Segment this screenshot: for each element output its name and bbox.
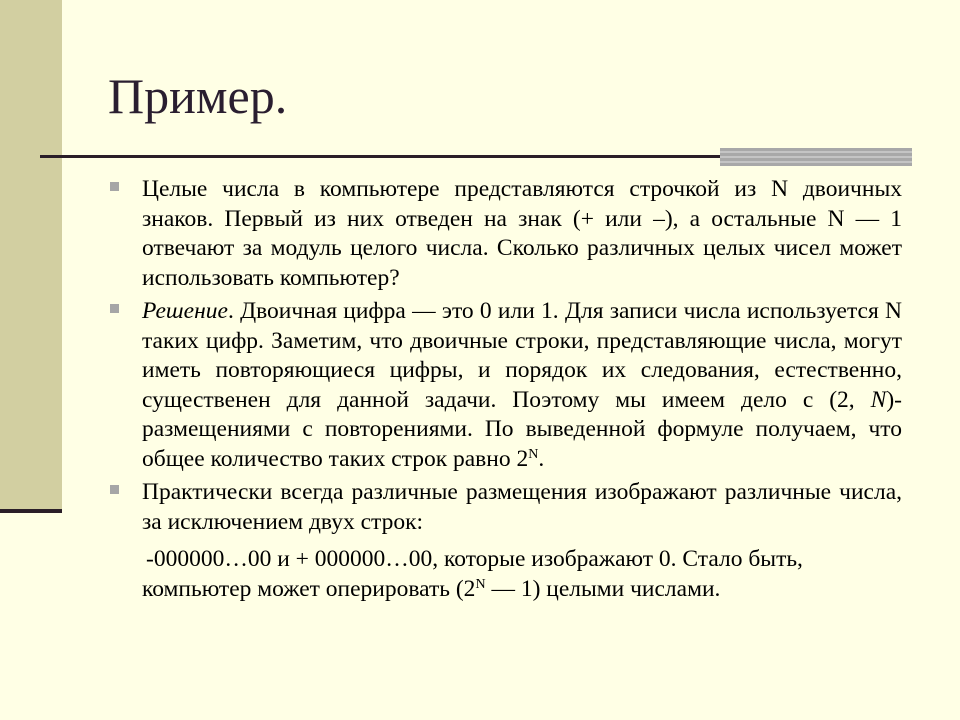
continuation-text: — 1) целыми числами. xyxy=(485,575,721,602)
italic-n: N xyxy=(870,386,887,413)
title-divider-accent xyxy=(720,148,912,166)
bullet-text: . Двоичная цифра — это 0 или 1. Для записи числа используется N таких цифр. Заметим, что двоичные строки, представляющие числа, могут иметь повторяющиеся цифры, и порядок их следования, естественно, существенен для данной задачи. Поэтому мы имеем дело с (2, xyxy=(142,298,902,413)
bullet-item-2 xyxy=(108,297,902,474)
superscript-n: N xyxy=(475,576,486,592)
side-band xyxy=(0,0,62,513)
slide-body xyxy=(108,175,902,604)
square-bullet-icon xyxy=(110,304,119,313)
bullet-item-1 xyxy=(108,175,902,293)
superscript-n: N xyxy=(528,446,539,462)
solution-label: Решение xyxy=(142,298,228,324)
square-bullet-icon xyxy=(110,182,119,191)
side-band-edge xyxy=(0,509,62,513)
bullet-text: Целые числа в компьютере представляются строчкой из N двоичных знаков. Первый из них отведен на знак (+ или –), а остальные N — 1 отвечают за модуль целого числа. Сколько различных целых чисел может использовать компьютер? xyxy=(142,176,902,291)
bullet-text: . xyxy=(538,445,545,472)
slide-title: Пример. xyxy=(108,68,288,124)
bullet-item-3 xyxy=(108,478,902,537)
bullet-text: )-размещениями с повторениями. По выведенной формуле получаем, что общее количество таких строк равно 2 xyxy=(142,386,902,472)
square-bullet-icon xyxy=(110,485,119,494)
continuation-paragraph xyxy=(108,545,902,604)
continuation-text: -000000…00 и + 000000…00, которые изображают 0. Стало быть, компьютер может оперировать (2 xyxy=(142,546,803,602)
bullet-text: Практически всегда различные размещения изображают различные числа, за исключением двух строк: xyxy=(142,479,902,535)
